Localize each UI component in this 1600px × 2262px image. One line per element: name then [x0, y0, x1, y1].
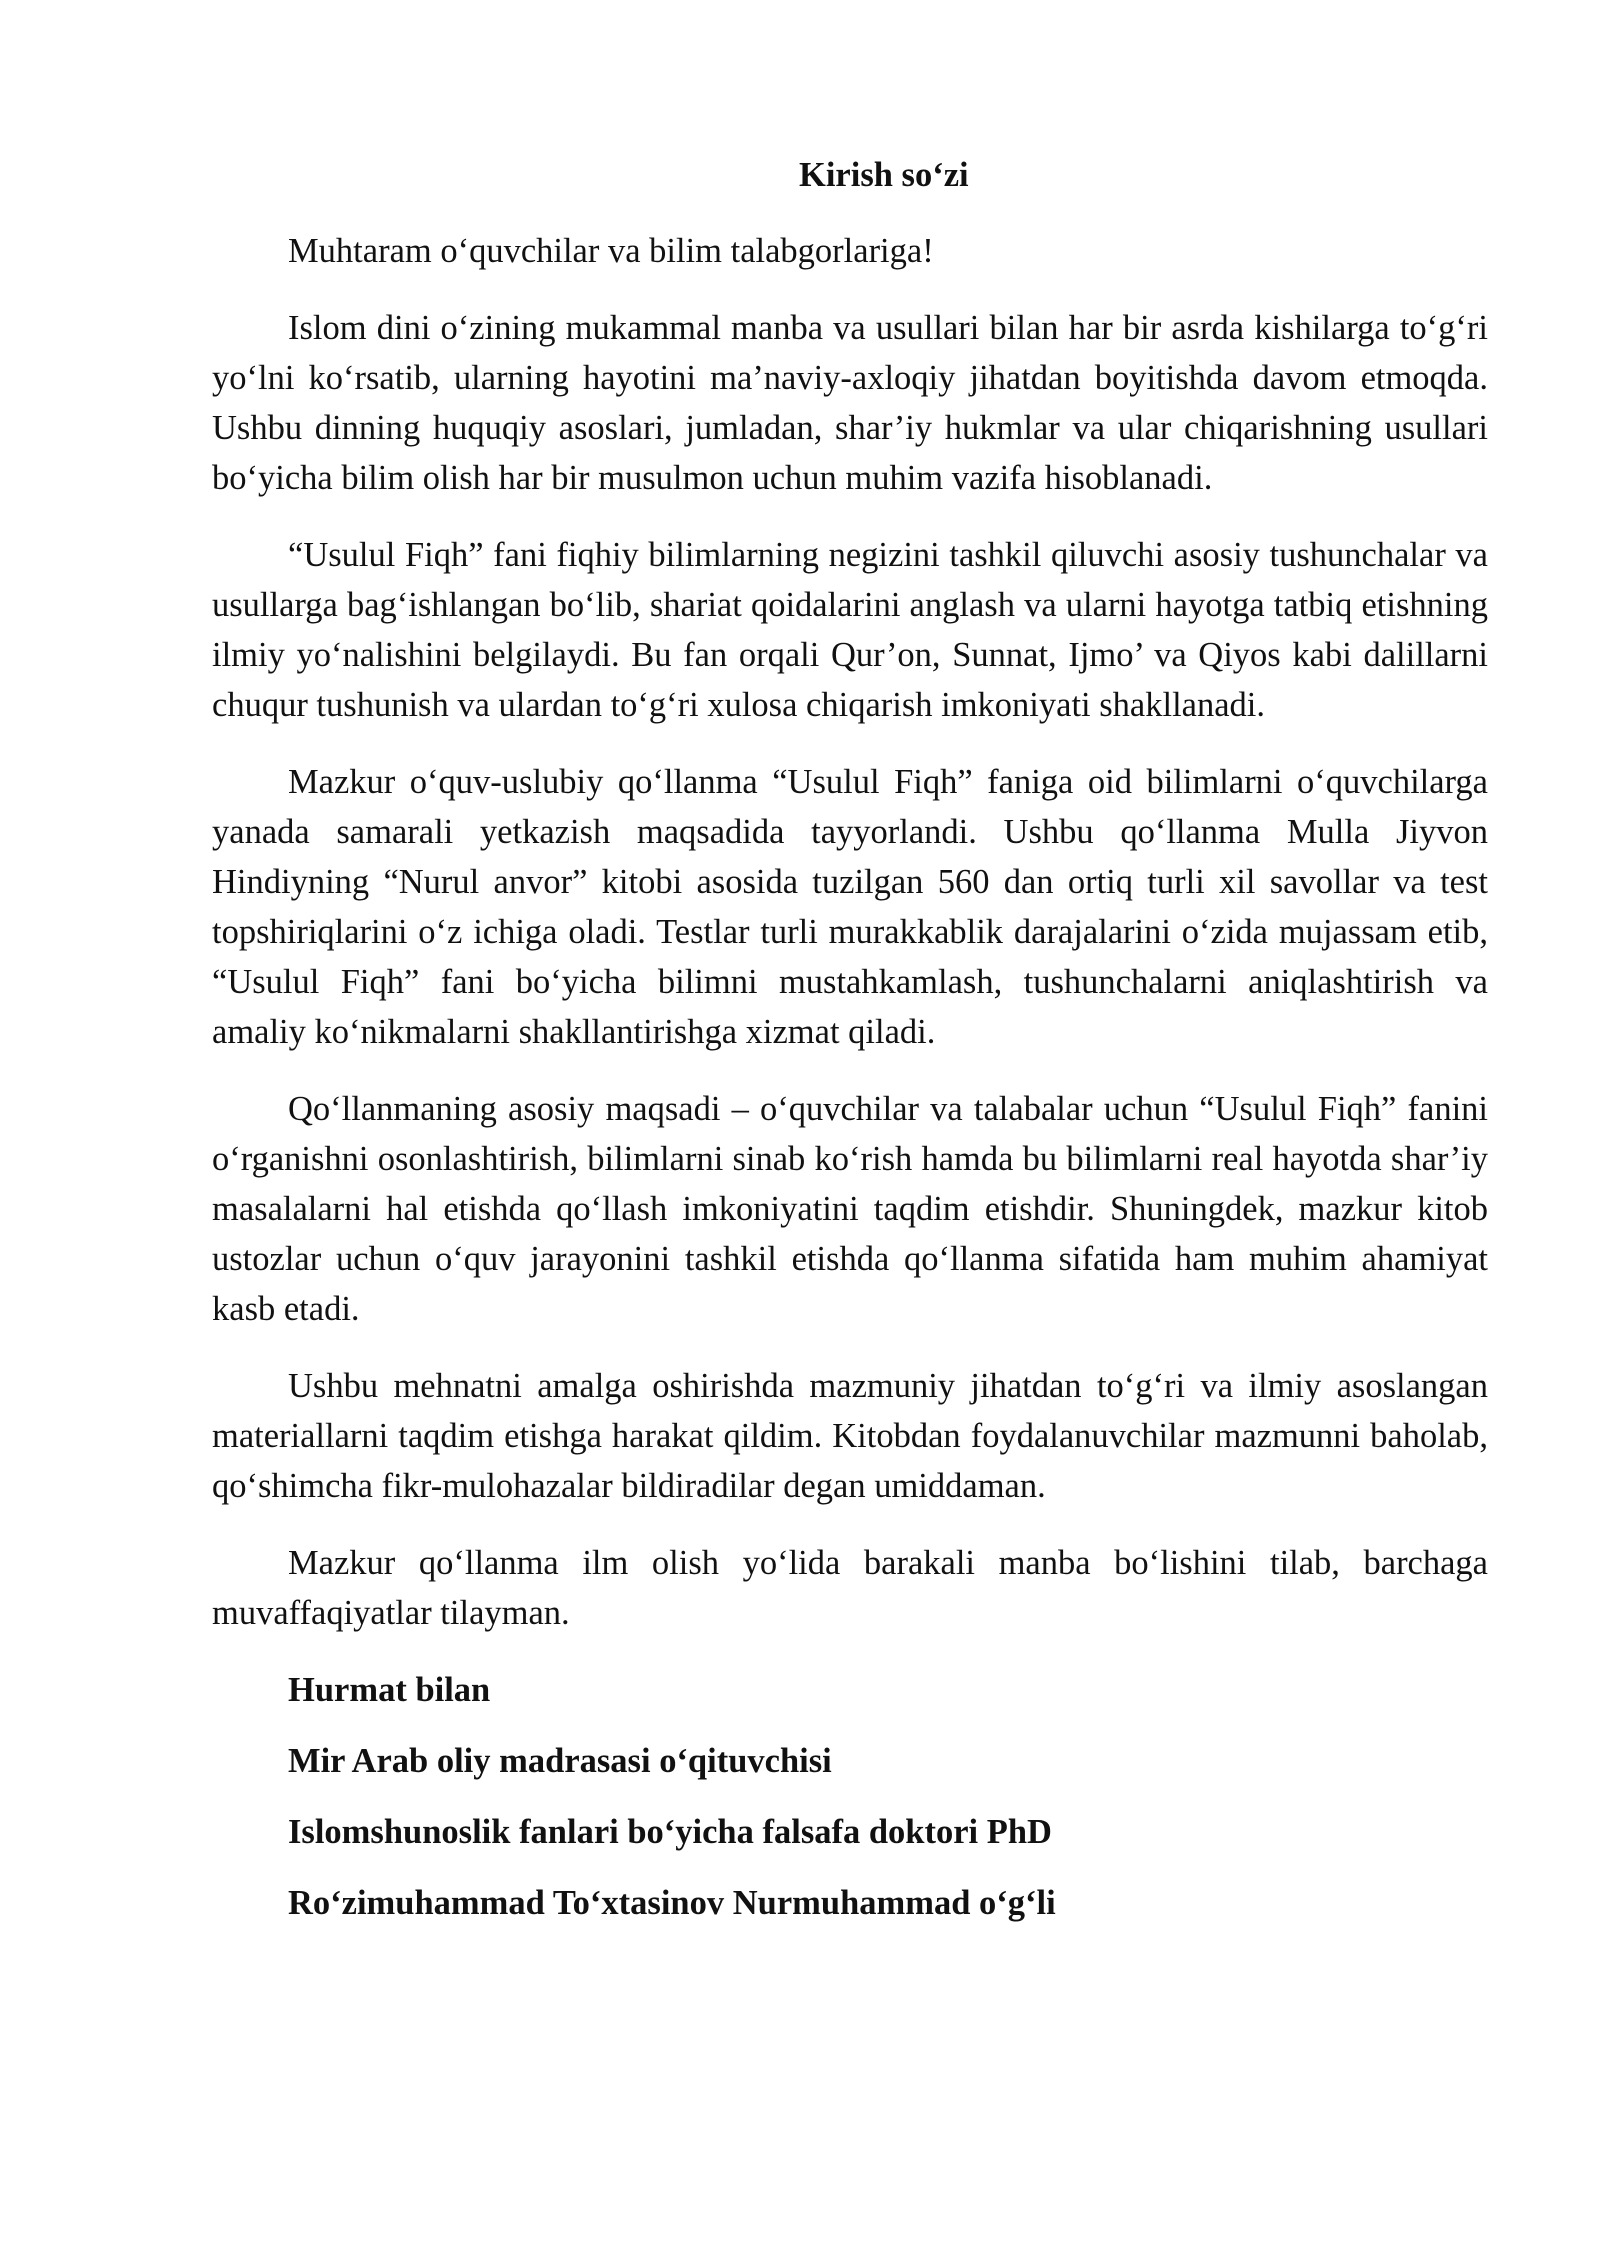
signature-block: [212, 1665, 1488, 1928]
paragraph-3: Mazkur o‘quv-uslubiy qo‘llanma “Usulul Fiqh” faniga oid bilimlarni o‘quvchilarga yanada samarali yetkazish maqsadida tayyorlandi. Ushbu qo‘llanma Mulla Jiyvon Hindiyning “Nurul anvor” kitobi asosida tuzilgan 560 dan ortiq turli xil savollar va test topshiriqlarini o‘z ichiga oladi. Testlar turli murakkablik darajalarini o‘zida mujassam etib, “Usulul Fiqh” fani bo‘yicha bilimni mustahkamlash, tushunchalarni aniqlashtirish va amaliy ko‘nikmalarni shakllantirishga xizmat qiladi.: [212, 763, 1488, 1051]
signature-position: Mir Arab oliy madrasasi o‘qituvchisi: [288, 1742, 832, 1780]
paragraph-2: “Usulul Fiqh” fani fiqhiy bilimlarning negizini tashkil qiluvchi asosiy tushunchalar va usullarga bag‘ishlangan bo‘lib, shariat qoidalarini anglash va ularni hayotga tatbiq etishning ilmiy yo‘nalishini belgilaydi. Bu fan orqali Qur’on, Sunnat, Ijmo’ va Qiyos kabi dalillarni chuqur tushunish va ulardan to‘g‘ri xulosa chiqarish imkoniyati shakllanadi.: [212, 536, 1488, 724]
paragraph-4: Qo‘llanmaning asosiy maqsadi – o‘quvchilar va talabalar uchun “Usulul Fiqh” fanini o‘rganishni osonlashtirish, bilimlarni sinab ko‘rish hamda bu bilimlarni real hayotda shar’iy masalalarni hal etishda qo‘llash imkoniyatini taqdim etishdir. Shuningdek, mazkur kitob ustozlar uchun o‘quv jarayonini tashkil etishda qo‘llanma sifatida ham muhim ahamiyat kasb etadi.: [212, 1090, 1488, 1328]
signature-author-name: Ro‘zimuhammad To‘xtasinov Nurmuhammad o‘g‘li: [288, 1884, 1056, 1922]
document-page: [212, 150, 1488, 1949]
paragraph-5: Ushbu mehnatni amalga oshirishda mazmuniy jihatdan to‘g‘ri va ilmiy asoslangan materiallarni taqdim etishga harakat qildim. Kitobdan foydalanuvchilar mazmunni baholab, qo‘shimcha fikr-mulohazalar bildiradilar degan umiddaman.: [212, 1367, 1488, 1505]
page-title: Kirish so‘zi: [799, 156, 969, 194]
greeting-line: Muhtaram o‘quvchilar va bilim talabgorlariga!: [288, 232, 934, 270]
signature-closing: Hurmat bilan: [288, 1671, 491, 1709]
signature-degree: Islomshunoslik fanlari bo‘yicha falsafa doktori PhD: [288, 1813, 1052, 1851]
paragraph-1: Islom dini o‘zining mukammal manba va usullari bilan har bir asrda kishilarga to‘g‘ri yo‘lni ko‘rsatib, ularning hayotini ma’naviy-axloqiy jihatdan boyitishda davom etmoqda. Ushbu dinning huquqiy asoslari, jumladan, shar’iy hukmlar va ular chiqarishning usullari bo‘yicha bilim olish har bir musulmon uchun muhim vazifa hisoblanadi.: [212, 309, 1488, 497]
paragraph-6: Mazkur qo‘llanma ilm olish yo‘lida barakali manba bo‘lishini tilab, barchaga muvaffaqiyatlar tilayman.: [212, 1544, 1488, 1632]
